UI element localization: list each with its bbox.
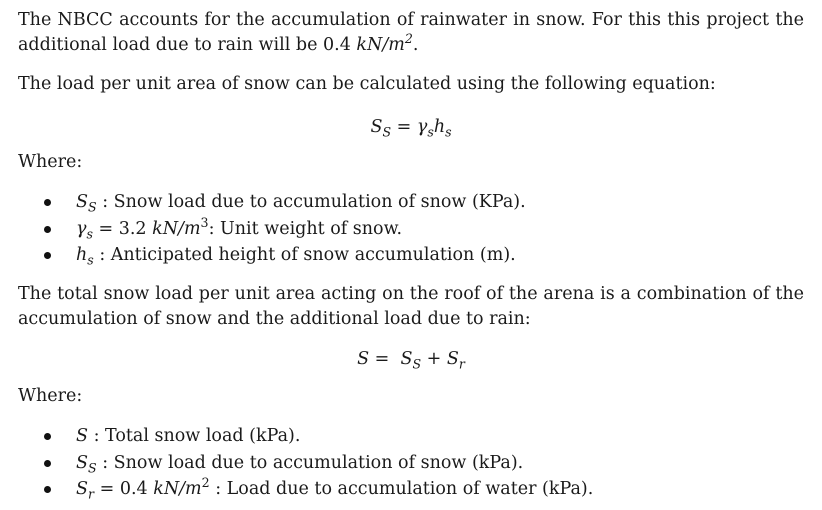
symbol: γ: [76, 218, 87, 239]
eq2-plus: +: [421, 349, 447, 369]
eq2-equals: =: [369, 349, 401, 369]
bullet-icon: [44, 460, 51, 467]
symbol: S: [76, 479, 88, 499]
definition-text: : Snow load due to accumulation of snow (KPa).: [96, 192, 526, 212]
definition-text: : Load due to accumulation of water (kPa).: [209, 479, 594, 499]
definitions-list-1: [44, 190, 526, 270]
definition-text: : Anticipated height of snow accumulation (m).: [93, 245, 516, 265]
where-label-1: Where:: [18, 152, 83, 172]
intro-paragraph: [18, 8, 804, 58]
unit-text: kN/m: [153, 479, 202, 499]
symbol: S: [76, 192, 88, 212]
list-item: [44, 477, 593, 504]
bullet-icon: [44, 252, 51, 259]
definition-text: : Snow load due to accumulation of snow (kPa).: [96, 452, 524, 473]
eq1-gamma: γ: [416, 117, 428, 137]
eq2-term2-sub: r: [458, 356, 465, 372]
definitions-list-2: [44, 424, 593, 504]
symbol-sub: S: [88, 460, 97, 475]
list-item: [44, 190, 526, 217]
bullet-icon: [44, 226, 51, 233]
eq1-equals: =: [391, 117, 417, 137]
definition-text: : Total snow load (kPa).: [88, 426, 301, 446]
rain-load-unit: [356, 31, 413, 55]
list-item: [44, 424, 593, 451]
eq1-h: h: [433, 117, 446, 137]
symbol: S: [76, 452, 88, 473]
symbol-sub: r: [88, 486, 95, 502]
unit-text: kN/m: [152, 218, 201, 239]
list-item: [44, 243, 526, 270]
eq2-term1-sub: S: [412, 356, 422, 372]
symbol-sub: S: [88, 199, 97, 215]
eq1-lhs: S: [370, 117, 383, 137]
bullet-icon: [44, 433, 51, 440]
unit-exponent: 2: [201, 475, 210, 491]
definition-text: : Unit weight of snow.: [208, 218, 403, 239]
rain-load-unit-exponent: 2: [404, 31, 413, 47]
where-label-2: Where:: [18, 386, 83, 406]
eq2-term1: S: [400, 349, 413, 369]
rain-load-unit-base: kN/m: [356, 35, 405, 55]
eq1-lhs-sub: S: [382, 124, 392, 140]
total-load-paragraph: The total snow load per unit area acting on the roof of the arena is a combination of the accumulation of snow and the additional load due to rain:: [18, 284, 804, 329]
bullet-icon: [44, 199, 51, 206]
eq2-term2: S: [446, 349, 459, 369]
value-text: = 0.4: [94, 479, 154, 499]
symbol-sub: s: [86, 226, 93, 241]
intro-text: The NBCC accounts for the accumulation of rainwater in snow. For this this project the additional load due to rain will be 0.4: [18, 10, 804, 55]
eq1-gamma-sub: s: [427, 124, 434, 140]
symbol: h: [76, 245, 88, 265]
symbol: S: [76, 426, 88, 446]
intro-period: .: [412, 35, 419, 55]
list-item: [44, 214, 526, 244]
symbol-sub: s: [87, 252, 94, 268]
equation-total-load: [0, 347, 822, 372]
unit-area-sentence: The load per unit area of snow can be calculated using the following equation:: [18, 74, 716, 94]
list-item: [44, 451, 593, 478]
equation-snow-load: [0, 115, 822, 140]
value-text: = 3.2: [92, 218, 153, 239]
eq1-h-sub: s: [445, 124, 452, 140]
unit-exponent: 3: [200, 214, 209, 230]
eq2-lhs: S: [357, 349, 370, 369]
bullet-icon: [44, 486, 51, 493]
